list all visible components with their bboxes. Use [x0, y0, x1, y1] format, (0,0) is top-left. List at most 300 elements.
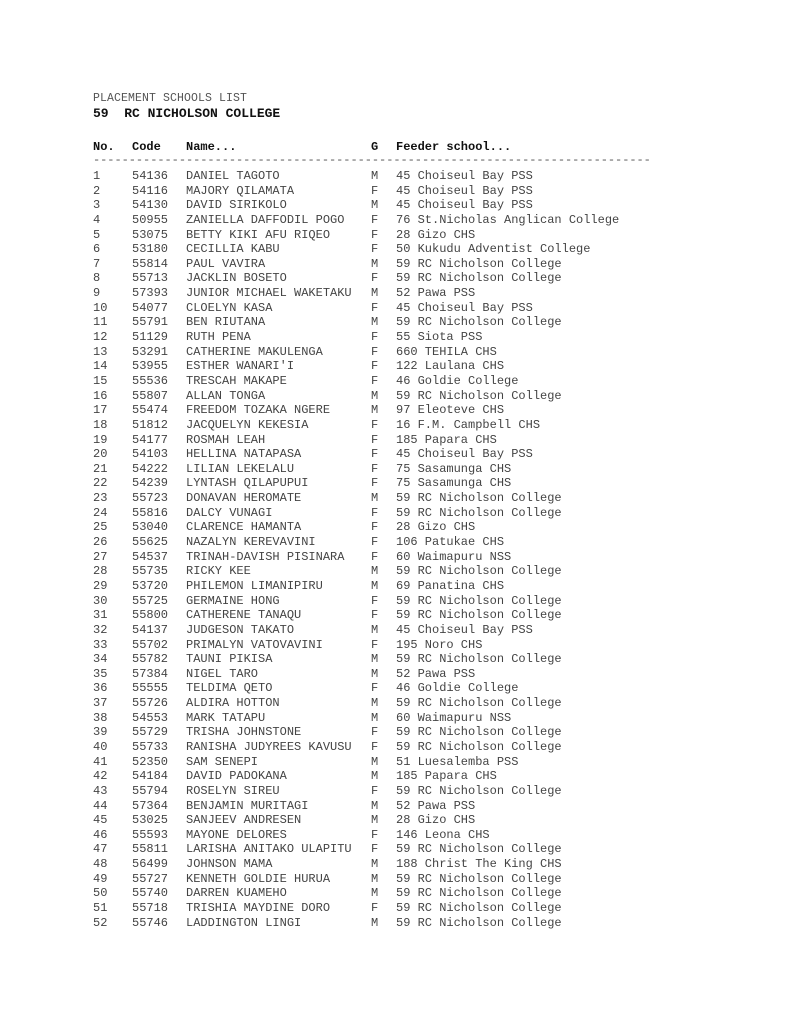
feeder-school: 106 Patukae CHS: [396, 535, 505, 550]
student-name: DANIEL TAGOTO: [186, 169, 280, 183]
student-gender: M: [371, 169, 379, 183]
feeder-school: 59 RC Nicholson College: [396, 388, 562, 403]
table-row: [93, 169, 693, 184]
student-gender: F: [371, 535, 379, 550]
student-code: 51812: [132, 417, 169, 432]
student-code: 55725: [132, 593, 169, 608]
table-header: [93, 139, 693, 155]
table-row: [93, 213, 693, 228]
header-no: No.: [93, 140, 115, 154]
table-row: [93, 740, 693, 755]
table-row: [93, 857, 693, 872]
feeder-school: 60 Waimapuru NSS: [396, 549, 512, 564]
table-row: [93, 447, 693, 462]
row-number: 15: [93, 373, 108, 388]
feeder-school: 52 Pawa PSS: [396, 666, 476, 681]
student-code: 55593: [132, 827, 169, 842]
student-name: ALDIRA HOTTON: [186, 696, 280, 711]
row-number: 9: [93, 286, 101, 301]
row-number: 12: [93, 330, 108, 345]
student-code: 53720: [132, 578, 169, 593]
table-row: [93, 652, 693, 667]
student-name: SAM SENEPI: [186, 754, 259, 769]
row-number: 32: [93, 622, 108, 637]
feeder-school: 59 RC Nicholson College: [396, 783, 562, 798]
student-gender: F: [371, 330, 379, 345]
feeder-school: 28 Gizo CHS: [396, 227, 476, 242]
student-gender: M: [371, 915, 379, 930]
document-subtitle: PLACEMENT SCHOOLS LIST: [93, 92, 248, 105]
student-name: LYNTASH QILAPUPUI: [186, 476, 309, 491]
feeder-school: 59 RC Nicholson College: [396, 271, 562, 286]
row-number: 51: [93, 901, 108, 916]
student-gender: F: [371, 637, 379, 652]
row-number: 5: [93, 227, 101, 242]
student-code: 55713: [132, 271, 169, 286]
student-gender: F: [371, 417, 379, 432]
student-gender: M: [371, 491, 379, 506]
table-row: [93, 330, 693, 345]
feeder-school: 69 Panatina CHS: [396, 578, 505, 593]
student-gender: F: [371, 681, 379, 696]
student-code: 55746: [132, 915, 169, 930]
table-row: [93, 842, 693, 857]
student-name: BETTY KIKI AFU RIQEO: [186, 227, 331, 242]
student-name: JOHNSON MAMA: [186, 857, 273, 872]
student-gender: F: [371, 520, 379, 535]
table-row: [93, 564, 693, 579]
student-code: 54137: [132, 622, 169, 637]
row-number: 13: [93, 344, 108, 359]
row-number: 24: [93, 505, 108, 520]
row-number: 37: [93, 696, 108, 711]
table-row: [93, 886, 693, 901]
student-code: 54136: [132, 169, 169, 183]
row-number: 39: [93, 725, 108, 740]
feeder-school: 59 RC Nicholson College: [396, 886, 562, 901]
row-number: 36: [93, 681, 108, 696]
student-code: 54184: [132, 769, 169, 784]
student-gender: M: [371, 710, 379, 725]
table-row: [93, 681, 693, 696]
header-divider: ------------------------------------------------------------------------------: [93, 155, 651, 167]
student-name: JUDGESON TAKATO: [186, 622, 295, 637]
student-code: 54553: [132, 710, 169, 725]
table-row: [93, 769, 693, 784]
student-code: 55702: [132, 637, 169, 652]
student-code: 54116: [132, 183, 169, 198]
student-name: JACQUELYN KEKESIA: [186, 417, 309, 432]
table-row: [93, 374, 693, 389]
table-row: [93, 901, 693, 916]
student-gender: M: [371, 286, 379, 301]
row-number: 47: [93, 842, 108, 857]
table-row: [93, 257, 693, 272]
feeder-school: 59 RC Nicholson College: [396, 505, 562, 520]
table-row: [93, 242, 693, 257]
table-row: [93, 506, 693, 521]
feeder-school: 59 RC Nicholson College: [396, 256, 562, 271]
table-row: [93, 872, 693, 887]
row-number: 23: [93, 491, 108, 506]
student-name: GERMAINE HONG: [186, 593, 280, 608]
student-gender: M: [371, 388, 379, 403]
row-number: 11: [93, 315, 108, 330]
student-code: 54077: [132, 300, 169, 315]
student-code: 55625: [132, 535, 169, 550]
row-number: 31: [93, 608, 108, 623]
student-code: 54177: [132, 432, 169, 447]
student-gender: M: [371, 652, 379, 667]
student-code: 57364: [132, 798, 169, 813]
feeder-school: 45 Choiseul Bay PSS: [396, 198, 533, 213]
student-name: LARISHA ANITAKO ULAPITU: [186, 842, 352, 857]
feeder-school: 59 RC Nicholson College: [396, 696, 562, 711]
student-gender: M: [371, 578, 379, 593]
student-name: PHILEMON LIMANIPIRU: [186, 578, 323, 593]
row-number: 26: [93, 535, 108, 550]
student-code: 55735: [132, 564, 169, 579]
student-name: MARK TATAPU: [186, 710, 266, 725]
student-code: 53040: [132, 520, 169, 535]
table-row: [93, 696, 693, 711]
table-row: [93, 813, 693, 828]
student-gender: M: [371, 871, 379, 886]
row-number: 1: [93, 169, 101, 183]
student-gender: F: [371, 901, 379, 916]
feeder-school: 55 Siota PSS: [396, 330, 483, 345]
feeder-school: 146 Leona CHS: [396, 827, 490, 842]
table-row: [93, 418, 693, 433]
school-title: 59 RC NICHOLSON COLLEGE: [93, 106, 281, 121]
row-number: 28: [93, 564, 108, 579]
student-code: 55791: [132, 315, 169, 330]
student-name: BEN RIUTANA: [186, 315, 266, 330]
feeder-school: 97 Eleoteve CHS: [396, 403, 505, 418]
row-number: 18: [93, 417, 108, 432]
student-code: 55800: [132, 608, 169, 623]
student-name: TELDIMA QETO: [186, 681, 273, 696]
student-gender: F: [371, 476, 379, 491]
student-name: DAVID SIRIKOLO: [186, 198, 287, 213]
student-code: 53075: [132, 227, 169, 242]
student-name: LILIAN LEKELALU: [186, 461, 295, 476]
student-code: 55536: [132, 373, 169, 388]
table-row: [93, 228, 693, 243]
student-name: BENJAMIN MURITAGI: [186, 798, 309, 813]
student-code: 55807: [132, 388, 169, 403]
student-gender: M: [371, 622, 379, 637]
feeder-school: 45 Choiseul Bay PSS: [396, 169, 533, 183]
student-name: TRINAH-DAVISH PISINARA: [186, 549, 345, 564]
header-gender: G: [371, 140, 379, 154]
row-number: 38: [93, 710, 108, 725]
student-name: FREEDOM TOZAKA NGERE: [186, 403, 331, 418]
feeder-school: 59 RC Nicholson College: [396, 315, 562, 330]
student-code: 54239: [132, 476, 169, 491]
feeder-school: 59 RC Nicholson College: [396, 491, 562, 506]
student-name: TRESCAH MAKAPE: [186, 373, 287, 388]
student-code: 55718: [132, 901, 169, 916]
feeder-school: 75 Sasamunga CHS: [396, 476, 512, 491]
feeder-school: 46 Goldie College: [396, 681, 519, 696]
student-code: 55723: [132, 491, 169, 506]
student-gender: M: [371, 769, 379, 784]
row-number: 35: [93, 666, 108, 681]
row-number: 41: [93, 754, 108, 769]
table-row: [93, 916, 693, 931]
student-gender: M: [371, 564, 379, 579]
student-gender: M: [371, 696, 379, 711]
table-row: [93, 476, 693, 491]
student-code: 55555: [132, 681, 169, 696]
table-row: [93, 550, 693, 565]
feeder-school: 59 RC Nicholson College: [396, 842, 562, 857]
student-name: CLARENCE HAMANTA: [186, 520, 302, 535]
feeder-school: 52 Pawa PSS: [396, 286, 476, 301]
student-name: ALLAN TONGA: [186, 388, 266, 403]
row-number: 43: [93, 783, 108, 798]
student-name: TRISHA JOHNSTONE: [186, 725, 302, 740]
student-code: 55816: [132, 505, 169, 520]
student-gender: M: [371, 813, 379, 828]
row-number: 33: [93, 637, 108, 652]
feeder-school: 59 RC Nicholson College: [396, 593, 562, 608]
row-number: 3: [93, 198, 101, 213]
table-row: [93, 198, 693, 213]
student-name: DONAVAN HEROMATE: [186, 491, 302, 506]
row-number: 6: [93, 242, 101, 257]
table-row: [93, 301, 693, 316]
student-name: CECILLIA KABU: [186, 242, 280, 257]
feeder-school: 59 RC Nicholson College: [396, 652, 562, 667]
student-gender: F: [371, 242, 379, 257]
student-name: PRIMALYN VATOVAVINI: [186, 637, 323, 652]
student-code: 53291: [132, 344, 169, 359]
student-name: JACKLIN BOSETO: [186, 271, 287, 286]
student-code: 53955: [132, 359, 169, 374]
student-code: 56499: [132, 857, 169, 872]
student-gender: F: [371, 344, 379, 359]
student-gender: F: [371, 461, 379, 476]
feeder-school: 28 Gizo CHS: [396, 520, 476, 535]
table-row: [93, 638, 693, 653]
student-code: 50955: [132, 212, 169, 227]
table-row: [93, 389, 693, 404]
student-name: CLOELYN KASA: [186, 300, 273, 315]
student-name: CATHERENE TANAQU: [186, 608, 302, 623]
table-row: [93, 579, 693, 594]
student-code: 53025: [132, 813, 169, 828]
student-gender: F: [371, 359, 379, 374]
feeder-school: 45 Choiseul Bay PSS: [396, 622, 533, 637]
student-code: 52350: [132, 754, 169, 769]
feeder-school: 195 Noro CHS: [396, 637, 483, 652]
student-gender: M: [371, 666, 379, 681]
table-row: [93, 520, 693, 535]
student-gender: M: [371, 754, 379, 769]
student-gender: F: [371, 227, 379, 242]
student-name: PAUL VAVIRA: [186, 256, 266, 271]
student-name: KENNETH GOLDIE HURUA: [186, 871, 331, 886]
header-feeder-school: Feeder school...: [396, 140, 512, 154]
student-code: 57384: [132, 666, 169, 681]
student-code: 57393: [132, 286, 169, 301]
student-gender: M: [371, 798, 379, 813]
student-code: 55474: [132, 403, 169, 418]
student-code: 55729: [132, 725, 169, 740]
student-name: CATHERINE MAKULENGA: [186, 344, 323, 359]
feeder-school: 60 Waimapuru NSS: [396, 710, 512, 725]
student-gender: F: [371, 783, 379, 798]
table-row: [93, 711, 693, 726]
row-number: 10: [93, 300, 108, 315]
row-number: 48: [93, 857, 108, 872]
student-name: TRISHIA MAYDINE DORO: [186, 901, 331, 916]
row-number: 46: [93, 827, 108, 842]
table-row: [93, 462, 693, 477]
row-number: 49: [93, 871, 108, 886]
row-number: 19: [93, 432, 108, 447]
student-code: 55740: [132, 886, 169, 901]
feeder-school: 59 RC Nicholson College: [396, 608, 562, 623]
feeder-school: 185 Papara CHS: [396, 769, 497, 784]
student-name: ESTHER WANARI'I: [186, 359, 295, 374]
student-name: DALCY VUNAGI: [186, 505, 273, 520]
feeder-school: 52 Pawa PSS: [396, 798, 476, 813]
student-gender: F: [371, 447, 379, 462]
feeder-school: 59 RC Nicholson College: [396, 564, 562, 579]
student-gender: F: [371, 549, 379, 564]
student-gender: F: [371, 593, 379, 608]
table-row: [93, 315, 693, 330]
row-number: 21: [93, 461, 108, 476]
student-gender: M: [371, 857, 379, 872]
placement-list-page: [93, 92, 693, 930]
student-code: 54103: [132, 447, 169, 462]
feeder-school: 45 Choiseul Bay PSS: [396, 447, 533, 462]
row-number: 16: [93, 388, 108, 403]
row-number: 27: [93, 549, 108, 564]
student-name: DAVID PADOKANA: [186, 769, 287, 784]
row-number: 50: [93, 886, 108, 901]
student-name: LADDINGTON LINGI: [186, 915, 302, 930]
student-name: SANJEEV ANDRESEN: [186, 813, 302, 828]
student-code: 55782: [132, 652, 169, 667]
table-row: [93, 725, 693, 740]
row-number: 2: [93, 183, 101, 198]
row-number: 30: [93, 593, 108, 608]
student-gender: M: [371, 256, 379, 271]
feeder-school: 45 Choiseul Bay PSS: [396, 300, 533, 315]
feeder-school: 59 RC Nicholson College: [396, 739, 562, 754]
feeder-school: 76 St.Nicholas Anglican College: [396, 212, 620, 227]
row-number: 29: [93, 578, 108, 593]
student-code: 54130: [132, 198, 169, 213]
feeder-school: 75 Sasamunga CHS: [396, 461, 512, 476]
table-row: [93, 345, 693, 360]
student-code: 55811: [132, 842, 169, 857]
table-row: [93, 359, 693, 374]
table-row: [93, 184, 693, 199]
student-gender: F: [371, 739, 379, 754]
student-code: 54537: [132, 549, 169, 564]
student-name: ROSMAH LEAH: [186, 432, 266, 447]
header-code: Code: [132, 140, 161, 154]
student-gender: M: [371, 886, 379, 901]
table-row: [93, 271, 693, 286]
row-number: 45: [93, 813, 108, 828]
student-gender: M: [371, 403, 379, 418]
row-number: 22: [93, 476, 108, 491]
table-row: [93, 403, 693, 418]
student-gender: M: [371, 198, 379, 213]
feeder-school: 188 Christ The King CHS: [396, 857, 562, 872]
student-gender: F: [371, 827, 379, 842]
student-table-body: [93, 169, 693, 930]
student-code: 55727: [132, 871, 169, 886]
feeder-school: 51 Luesalemba PSS: [396, 754, 519, 769]
table-row: [93, 667, 693, 682]
row-number: 44: [93, 798, 108, 813]
student-name: ZANIELLA DAFFODIL POGO: [186, 212, 345, 227]
student-gender: F: [371, 725, 379, 740]
student-gender: F: [371, 432, 379, 447]
table-row: [93, 608, 693, 623]
student-name: HELLINA NATAPASA: [186, 447, 302, 462]
table-row: [93, 491, 693, 506]
row-number: 52: [93, 915, 108, 930]
student-gender: F: [371, 300, 379, 315]
table-row: [93, 784, 693, 799]
row-number: 42: [93, 769, 108, 784]
student-gender: F: [371, 842, 379, 857]
table-row: [93, 286, 693, 301]
student-name: NIGEL TARO: [186, 666, 259, 681]
feeder-school: 59 RC Nicholson College: [396, 871, 562, 886]
student-name: RUTH PENA: [186, 330, 251, 345]
row-number: 40: [93, 739, 108, 754]
table-row: [93, 755, 693, 770]
student-code: 55794: [132, 783, 169, 798]
table-row: [93, 623, 693, 638]
feeder-school: 28 Gizo CHS: [396, 813, 476, 828]
student-name: RANISHA JUDYREES KAVUSU: [186, 739, 352, 754]
feeder-school: 46 Goldie College: [396, 373, 519, 388]
row-number: 8: [93, 271, 101, 286]
feeder-school: 59 RC Nicholson College: [396, 725, 562, 740]
row-number: 14: [93, 359, 108, 374]
feeder-school: 45 Choiseul Bay PSS: [396, 183, 533, 198]
row-number: 4: [93, 212, 101, 227]
row-number: 34: [93, 652, 108, 667]
student-name: JUNIOR MICHAEL WAKETAKU: [186, 286, 352, 301]
student-name: MAYONE DELORES: [186, 827, 287, 842]
table-row: [93, 828, 693, 843]
feeder-school: 660 TEHILA CHS: [396, 344, 497, 359]
table-row: [93, 433, 693, 448]
table-row: [93, 535, 693, 550]
student-gender: F: [371, 608, 379, 623]
student-code: 55814: [132, 256, 169, 271]
student-name: RICKY KEE: [186, 564, 251, 579]
student-code: 53180: [132, 242, 169, 257]
student-gender: F: [371, 505, 379, 520]
student-name: DARREN KUAMEHO: [186, 886, 287, 901]
student-gender: F: [371, 212, 379, 227]
row-number: 25: [93, 520, 108, 535]
feeder-school: 50 Kukudu Adventist College: [396, 242, 591, 257]
